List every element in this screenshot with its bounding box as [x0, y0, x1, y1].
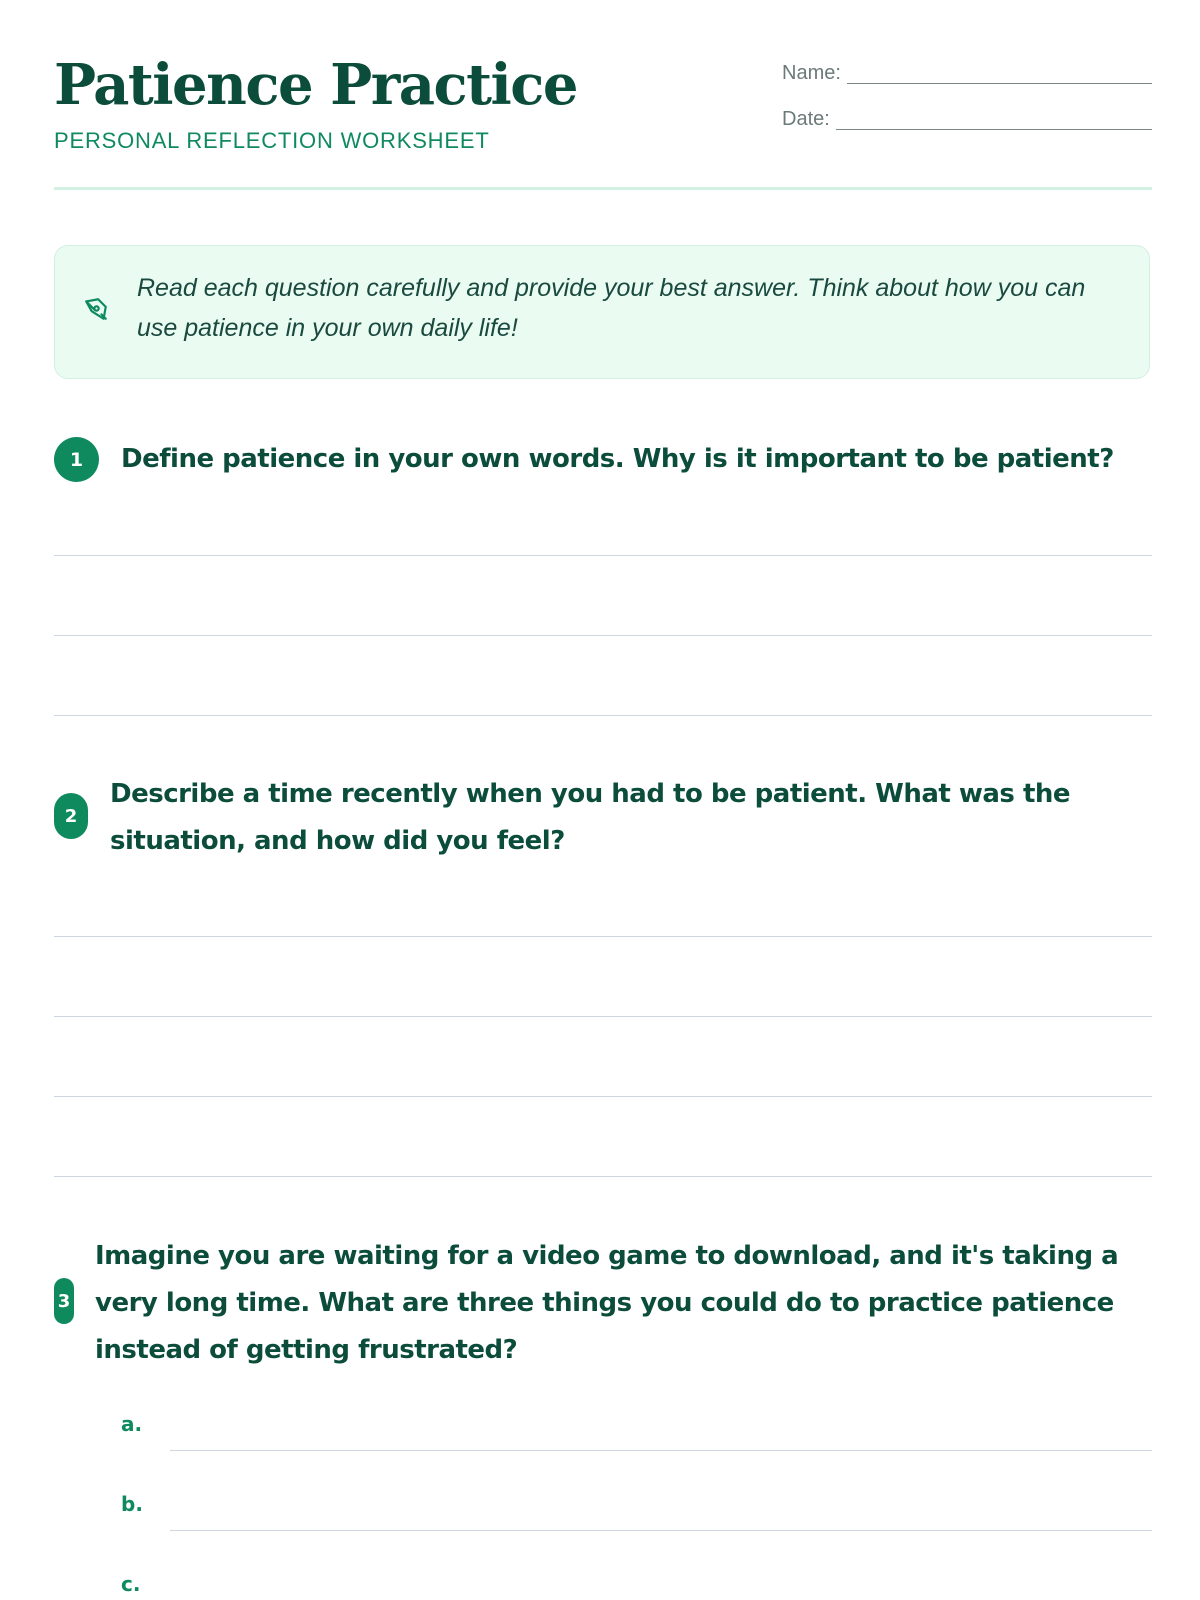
name-field[interactable] [782, 54, 1152, 84]
sub-item-label-a: a. [121, 1412, 143, 1436]
sub-item-label-b: b. [121, 1492, 143, 1516]
instructions-box [54, 245, 1150, 379]
answer-line-1-1[interactable] [54, 555, 1152, 556]
answer-line-2-3[interactable] [54, 1096, 1152, 1097]
answer-line-2-1[interactable] [54, 936, 1152, 937]
instructions-text: Read each question carefully and provide your best answer. Think about how you can use patience in your own daily life! [137, 274, 1086, 342]
answer-line-1-3[interactable] [54, 715, 1152, 716]
question-3-number: 3 [54, 1278, 74, 1324]
page-title: Patience Practice [54, 52, 577, 118]
answer-line-2-4[interactable] [54, 1176, 1152, 1177]
page-subtitle: PERSONAL REFLECTION WORKSHEET [54, 128, 490, 153]
date-line[interactable] [836, 113, 1152, 130]
question-1-text: Define patience in your own words. Why is it important to be patient? [121, 444, 1114, 474]
answer-line-3a[interactable] [170, 1450, 1152, 1451]
name-label: Name: [782, 62, 841, 84]
answer-line-2-2[interactable] [54, 1016, 1152, 1017]
date-field[interactable] [782, 100, 1152, 130]
question-2-number: 2 [54, 793, 88, 839]
sub-item-label-c: c. [121, 1572, 141, 1596]
name-line[interactable] [847, 67, 1152, 84]
answer-line-1-2[interactable] [54, 635, 1152, 636]
pencil-icon [83, 296, 109, 322]
answer-line-3b[interactable] [170, 1530, 1152, 1531]
header-divider [54, 187, 1152, 190]
question-3-text: Imagine you are waiting for a video game to download, and it's taking a very long time. What are three things you could do to practice patience instead of getting frustrated? [95, 1241, 1119, 1365]
question-2-text: Describe a time recently when you had to be patient. What was the situation, and how did you feel? [110, 779, 1071, 856]
date-label: Date: [782, 108, 830, 130]
question-1-number: 1 [54, 437, 99, 482]
